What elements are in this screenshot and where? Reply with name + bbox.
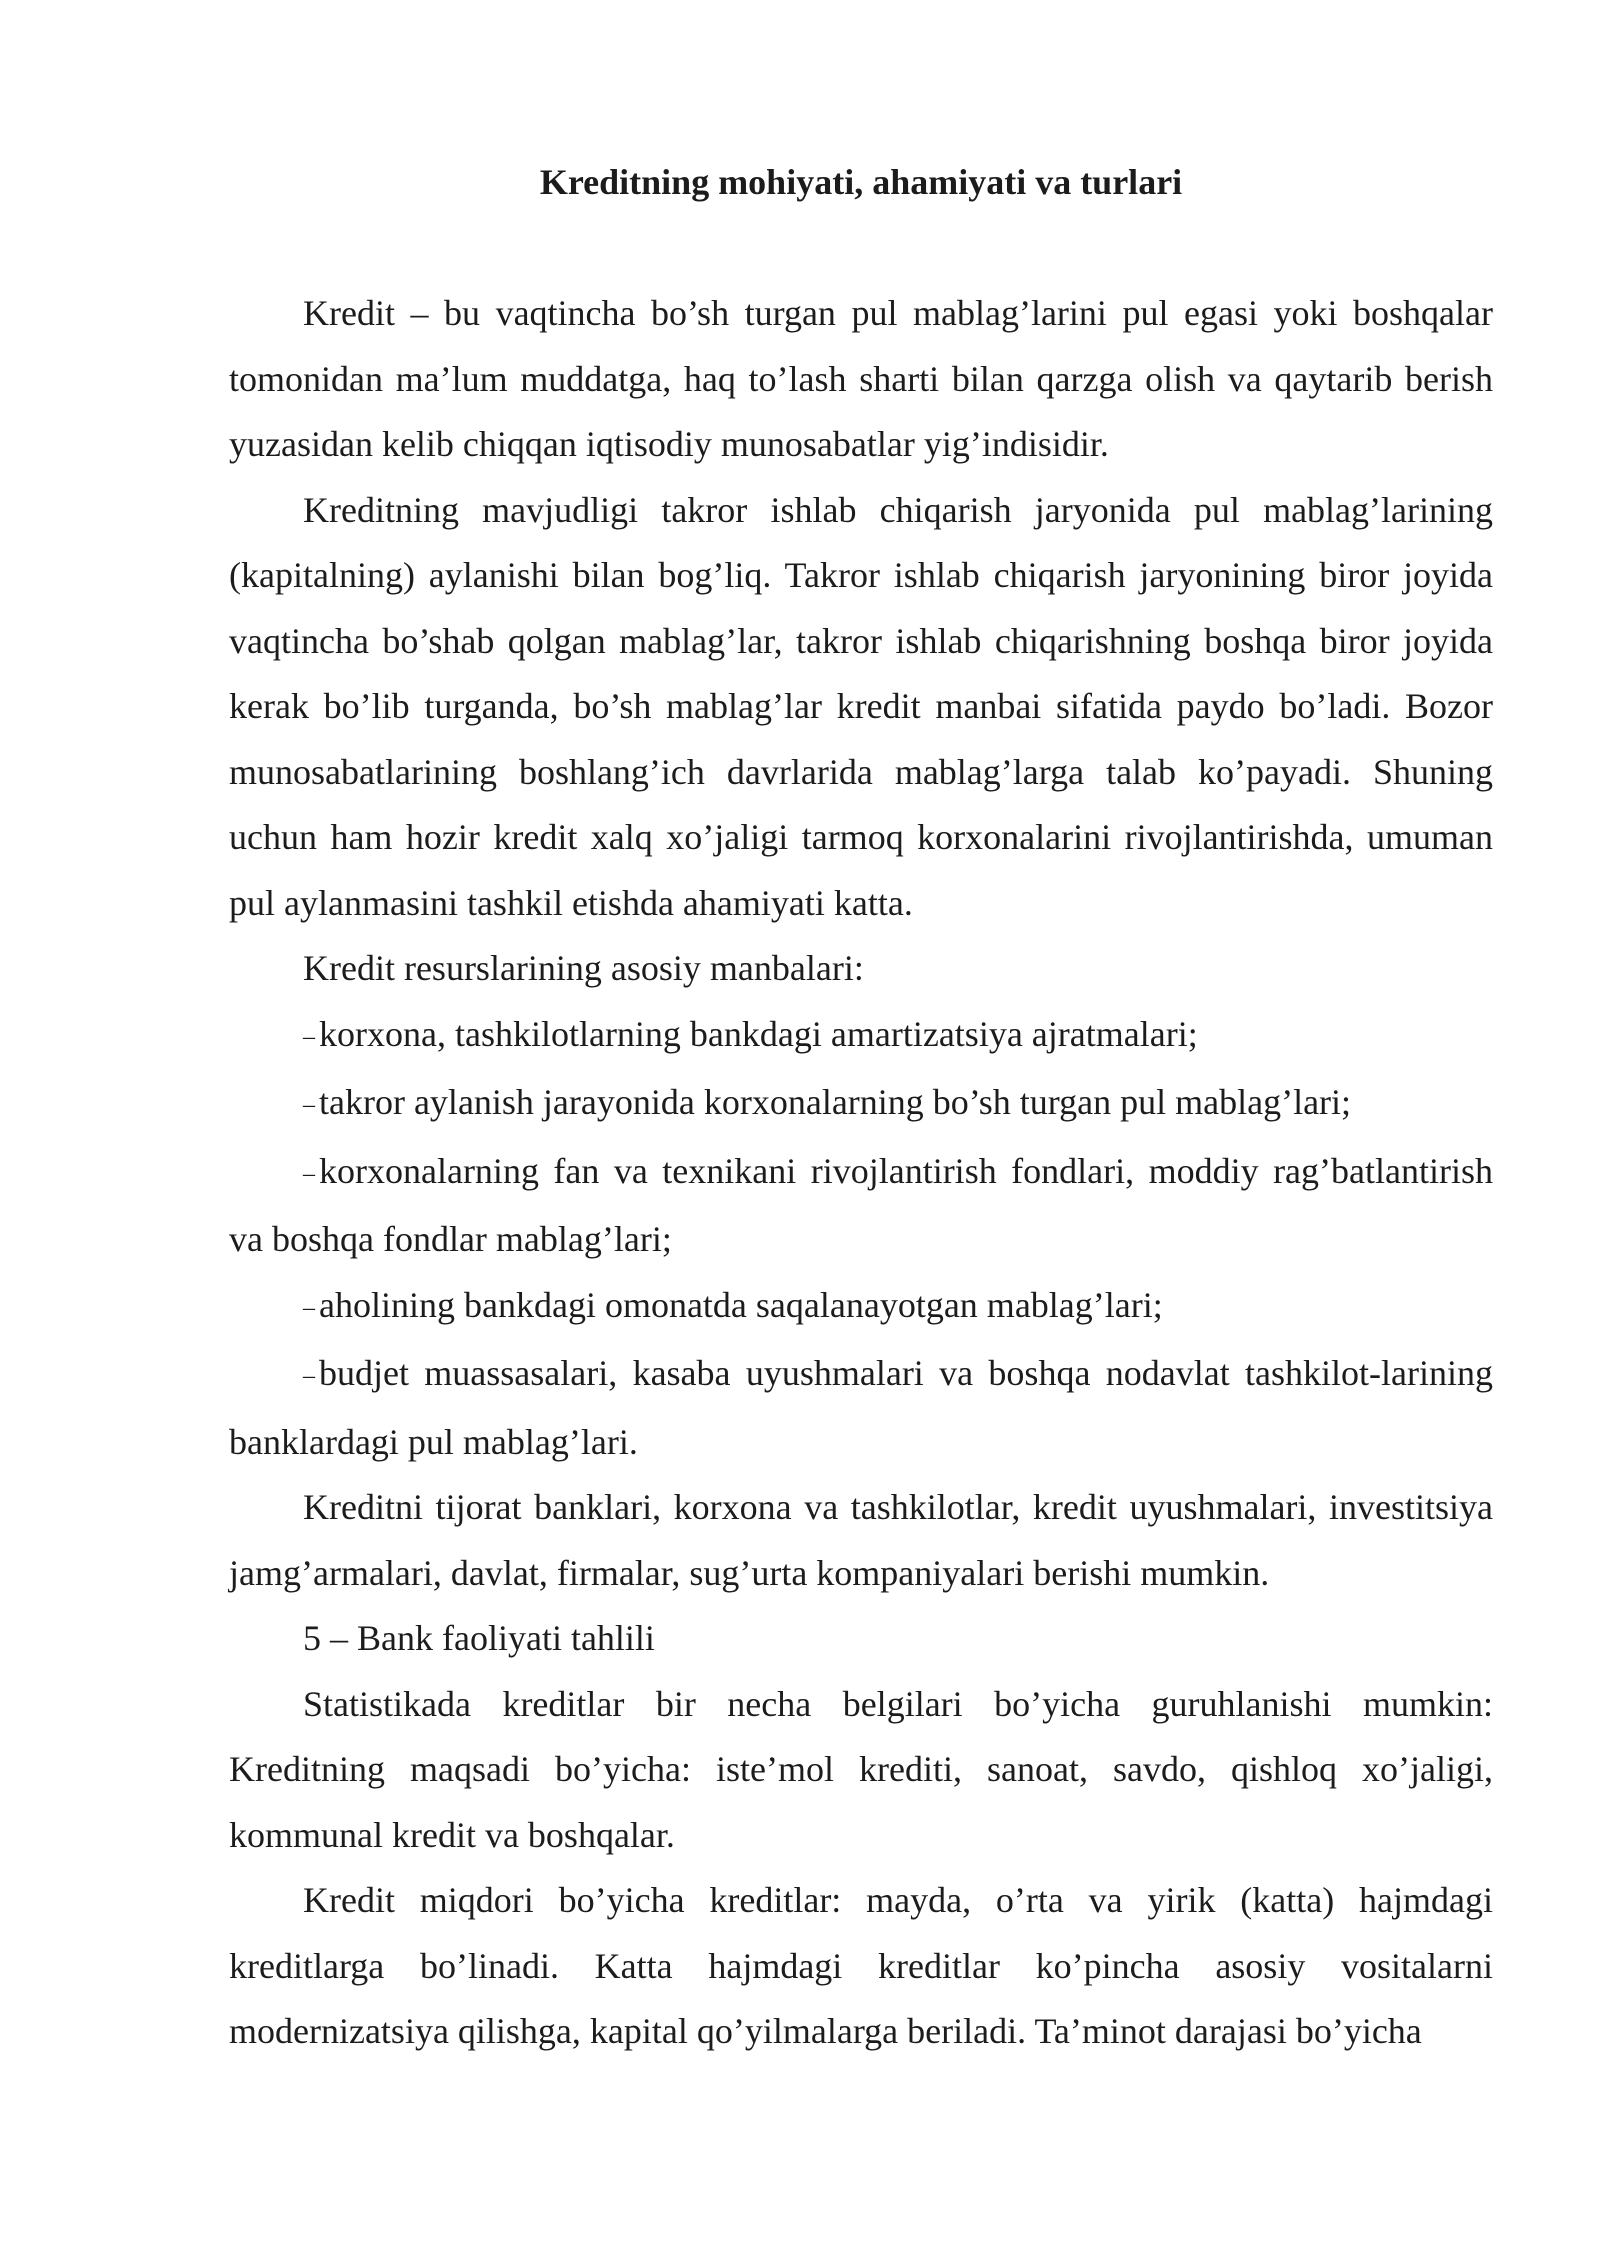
document-page [229,150,1493,2065]
paragraph-credit-providers: Kreditni tijorat banklari, korxona va tashkilotlar, kredit uyushmalari, investitsiya jamg’armalari, davlat, firmalar, sug’urta kompaniyalari berishi mumkin. [229,1487,1493,1593]
list-item: – budjet muassasalari, kasaba uyushmalari va boshqa nodavlat tashkilot-larining banklardagi pul mablag’lari. [229,1353,1493,1462]
paragraph-resources-intro: Kredit resurslarining asosiy manbalari: [303,948,864,988]
paragraph-kredit-existence: Kreditning mavjudligi takror ishlab chiqarish jaryonida pul mablag’larining (kapitalning) aylanishi bilan bog’liq. Takror ishlab chiqarish jaryonining biror joyida vaqtincha bo’shab qolgan mablag’lar, takror ishlab chiqarishning boshqa biror joyida kerak bo’lib turganda, bo’sh mablag’lar kredit manbai sifatida paydo bo’ladi. Bozor munosabatlarining boshlang’ich davrlarida mablag’larga talab ko’payadi. Shuning uchun ham hozir kredit xalq xo’jaligi tarmoq korxonalarini rivojlantirishda, umuman pul aylanmasini tashkil etishda ahamiyati katta. [229,489,1493,923]
paragraph-credit-size: Kredit miqdori bo’yicha kreditlar: mayda, o’rta va yirik (katta) hajmdagi kreditlarga bo’linadi. Katta hajmdagi kreditlar ko’pincha asosiy vositalarni modernizatsiya qilishga, kapital qo’yilmalarga beriladi. Ta’minot darajasi bo’yicha [229,1880,1493,2051]
dash-marker: – [303,1023,315,1050]
dash-marker: – [303,1294,315,1321]
dash-marker: – [303,1092,315,1118]
list-item: – korxonalarning fan va texnikani rivojlantirish fondlari, moddiy rag’batlantirish va boshqa fondlar mablag’lari; [229,1150,1493,1259]
list-item: – aholining bankdagi omonatda saqalanayotgan mablag’lari; [303,1284,1163,1325]
paragraph-kredit-definition: Kredit – bu vaqtincha bo’sh turgan pul mablag’larini pul egasi yoki boshqalar tomonidan ma’lum muddatga, haq to’lash sharti bilan qarzga olish va qaytarib berish yuzasidan kelib chiqqan iqtisodiy munosabatlar yig’indisidir. [229,293,1493,464]
document-title: Kreditning mohiyati, ahamiyati va turlari [539,162,1183,202]
list-item: – takror aylanish jarayonida korxonalarning bo’sh turgan pul mablag’lari; [303,1082,1352,1122]
section-reference: 5 – Bank faoliyati tahlili [303,1618,655,1658]
list-item: – korxona, tashkilotlarning bankdagi amartizatsiya ajratmalari; [303,1013,1198,1054]
paragraph-credit-grouping: Statistikada kreditlar bir necha belgilari bo’yicha guruhlanishi mumkin: Kreditning maqsadi bo’yicha: iste’mol krediti, sanoat, savdo, qishloq xo’jaligi, kommunal kredit va boshqalar. [229,1683,1493,1855]
dash-marker: – [303,1160,315,1187]
dash-marker: – [303,1363,315,1389]
